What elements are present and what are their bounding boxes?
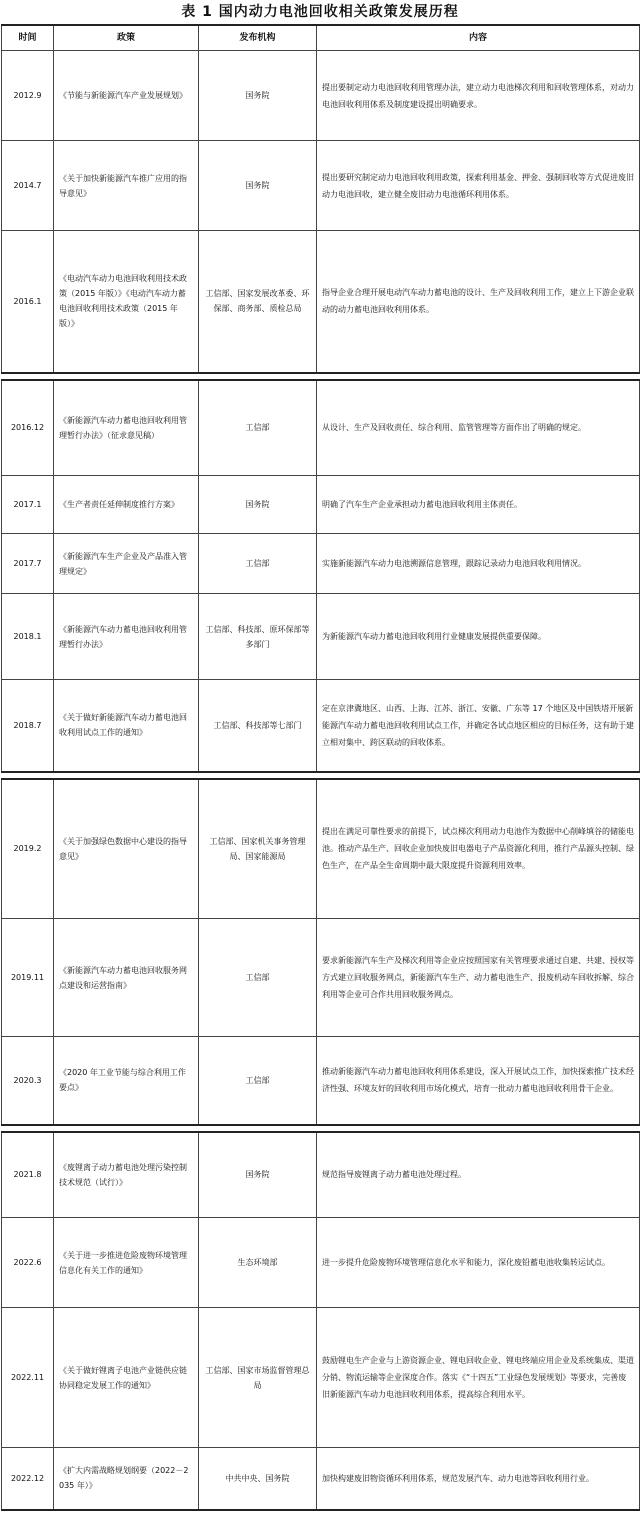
cell-policy: 《2020 年工业节能与综合利用工作要点》 [54, 1037, 199, 1125]
table-row [2, 1308, 640, 1448]
cell-org: 工信部、国家市场监督管理总局 [199, 1308, 317, 1448]
table-row [2, 680, 640, 772]
cell-content: 加快构建废旧物资循环利用体系，规范发展汽车、动力电池等回收利用行业。 [317, 1448, 640, 1510]
cell-content: 指导企业合理开展电动汽车动力蓄电池的设计、生产及回收利用工作，建立上下游企业联动的动力蓄电池回收利用体系。 [317, 231, 640, 373]
cell-policy: 《废锂离子动力蓄电池处理污染控制技术规范（试行）》 [54, 1132, 199, 1218]
cell-policy: 《新能源汽车动力蓄电池回收服务网点建设和运营指南》 [54, 919, 199, 1037]
table-segment-1 [1, 24, 639, 374]
table-row [2, 1132, 640, 1218]
cell-policy: 《新能源汽车动力蓄电池回收利用管理暂行办法》 [54, 594, 199, 680]
cell-content: 提出要研究制定动力电池回收利用政策，探索利用基金、押金、强制回收等方式促进废旧动力电池回收，建立健全废旧动力电池循环利用体系。 [317, 141, 640, 231]
cell-time: 2022.12 [2, 1448, 54, 1510]
table-row [2, 380, 640, 476]
cell-org: 工信部、科技部等七部门 [199, 680, 317, 772]
table-header-row [2, 25, 640, 51]
table-segment-4 [1, 1131, 639, 1511]
table-row [2, 51, 640, 141]
table-row [2, 534, 640, 594]
cell-time: 2022.6 [2, 1218, 54, 1308]
cell-content: 鼓励锂电生产企业与上游资源企业、锂电回收企业、锂电终端应用企业及系统集成、渠道分销、物流运输等企业深度合作。落实《“十四五”工业绿色发展规划》等要求，完善废旧新能源汽车动力电池回收利用体系，提高综合利用水平。 [317, 1308, 640, 1448]
cell-org: 生态环境部 [199, 1218, 317, 1308]
cell-policy: 《关于加快新能源汽车推广应用的指导意见》 [54, 141, 199, 231]
cell-content: 规范指导废锂离子动力蓄电池处理过程。 [317, 1132, 640, 1218]
cell-content: 为新能源汽车动力蓄电池回收利用行业健康发展提供重要保障。 [317, 594, 640, 680]
cell-time: 2019.11 [2, 919, 54, 1037]
cell-policy: 《生产者责任延伸制度推行方案》 [54, 476, 199, 534]
cell-org: 中共中央、国务院 [199, 1448, 317, 1510]
cell-time: 2016.12 [2, 380, 54, 476]
cell-time: 2022.11 [2, 1308, 54, 1448]
table-segment-2 [1, 379, 639, 773]
cell-org: 工信部、科技部、原环保部等多部门 [199, 594, 317, 680]
cell-policy: 《节能与新能源汽车产业发展规划》 [54, 51, 199, 141]
cell-policy: 《新能源汽车动力蓄电池回收利用管理暂行办法》（征求意见稿） [54, 380, 199, 476]
cell-content: 推动新能源汽车动力蓄电池回收利用体系建设，深入开展试点工作，加快探索推广技术经济性强、环境友好的回收利用市场化模式，培育一批动力蓄电池回收利用骨干企业。 [317, 1037, 640, 1125]
cell-org: 国务院 [199, 141, 317, 231]
cell-content: 提出要制定动力电池回收利用管理办法，建立动力电池梯次利用和回收管理体系，对动力电池回收利用体系及制度建设提出明确要求。 [317, 51, 640, 141]
table-title: 表 1 国内动力电池回收相关政策发展历程 [181, 4, 459, 20]
table-row [2, 1448, 640, 1510]
cell-org: 国务院 [199, 476, 317, 534]
cell-policy: 《关于加强绿色数据中心建设的指导意见》 [54, 779, 199, 919]
cell-time: 2017.1 [2, 476, 54, 534]
cell-time: 2020.3 [2, 1037, 54, 1125]
header-content: 内容 [317, 25, 640, 51]
cell-content: 明确了汽车生产企业承担动力蓄电池回收利用主体责任。 [317, 476, 640, 534]
cell-content: 从设计、生产及回收责任、综合利用、监管管理等方面作出了明确的规定。 [317, 380, 640, 476]
cell-time: 2012.9 [2, 51, 54, 141]
cell-content: 要求新能源汽车生产及梯次利用等企业应按照国家有关管理要求通过自建、共建、授权等方式建立回收服务网点，新能源汽车生产、动力蓄电池生产、报废机动车回收拆解、综合利用等企业可合作共用回收服务网点。 [317, 919, 640, 1037]
cell-org: 工信部 [199, 534, 317, 594]
cell-org: 工信部 [199, 1037, 317, 1125]
cell-org: 国务院 [199, 51, 317, 141]
table-row [2, 1218, 640, 1308]
header-time: 时间 [2, 25, 54, 51]
table-segment-3 [1, 778, 639, 1126]
cell-org: 工信部 [199, 919, 317, 1037]
cell-content: 实施新能源汽车动力电池溯源信息管理，跟踪记录动力电池回收利用情况。 [317, 534, 640, 594]
cell-content: 提出在满足可靠性要求的前提下，试点梯次利用动力电池作为数据中心削峰填谷的储能电池。推动产品生产、回收企业加快废旧电器电子产品资源化利用，推行产品源头控制、绿色生产，在产品全生命周期中最大限度提升资源利用效率。 [317, 779, 640, 919]
cell-time: 2017.7 [2, 534, 54, 594]
table-row [2, 919, 640, 1037]
policy-table [1, 24, 640, 374]
table-row [2, 231, 640, 373]
cell-policy: 《新能源汽车生产企业及产品准入管理规定》 [54, 534, 199, 594]
cell-org: 工信部、国家机关事务管理局、国家能源局 [199, 779, 317, 919]
cell-time: 2019.2 [2, 779, 54, 919]
header-policy: 政策 [54, 25, 199, 51]
cell-time: 2021.8 [2, 1132, 54, 1218]
cell-content: 定在京津冀地区、山西、上海、江苏、浙江、安徽、广东等 17 个地区及中国铁塔开展新能源汽车动力蓄电池回收利用试点工作，并确定各试点地区相应的目标任务，这有助于建立相对集中、跨区联动的回收体系。 [317, 680, 640, 772]
table-row [2, 594, 640, 680]
cell-org: 国务院 [199, 1132, 317, 1218]
cell-org: 工信部 [199, 380, 317, 476]
cell-time: 2016.1 [2, 231, 54, 373]
cell-policy: 《关于做好锂离子电池产业链供应链协同稳定发展工作的通知》 [54, 1308, 199, 1448]
cell-policy: 《关于做好新能源汽车动力蓄电池回收利用试点工作的通知》 [54, 680, 199, 772]
cell-time: 2018.1 [2, 594, 54, 680]
cell-org: 工信部、国家发展改革委、环保部、商务部、质检总局 [199, 231, 317, 373]
header-org: 发布机构 [199, 25, 317, 51]
table-row [2, 141, 640, 231]
cell-time: 2014.7 [2, 141, 54, 231]
table-row [2, 779, 640, 919]
cell-content: 进一步提升危险废物环境管理信息化水平和能力，深化废铅蓄电池收集转运试点。 [317, 1218, 640, 1308]
table-row [2, 476, 640, 534]
cell-time: 2018.7 [2, 680, 54, 772]
table-row [2, 1037, 640, 1125]
cell-policy: 《扩大内需战略规划纲要（2022－2035 年）》 [54, 1448, 199, 1510]
cell-policy: 《关于进一步推进危险废物环境管理信息化有关工作的通知》 [54, 1218, 199, 1308]
cell-policy: 《电动汽车动力电池回收利用技术政策（2015 年版）》《电动汽车动力蓄电池回收利用技术政策（2015 年版）》 [54, 231, 199, 373]
